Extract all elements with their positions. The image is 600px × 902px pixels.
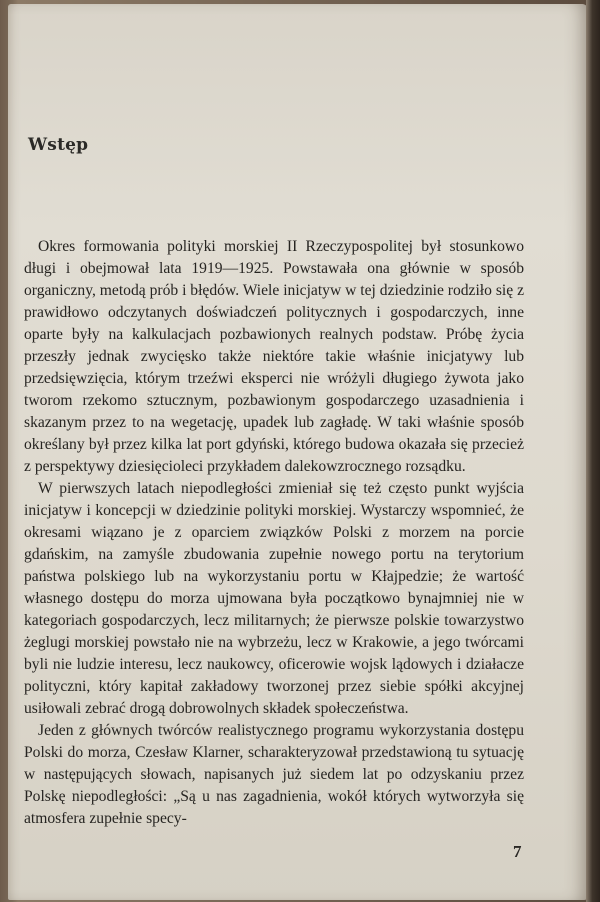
paragraph-3-text: Jeden z głównych twórców realistycznego programu wykorzystania dostępu Polski do morza, Czesław Klarner, scharakteryzował przedstawioną tu sytuację w następujących słowach, napisanych już siedem lat po odzyskaniu przez Polskę niepodległości: „Są u nas zagadnienia, wokół których wytworzyła się atmosfera zupełnie specy-	[24, 722, 524, 827]
paragraph-3	[24, 720, 524, 830]
body-text	[24, 236, 524, 830]
paragraph-2-text: W pierwszych latach niepodległości zmieniał się też często punkt wyjścia inicjatyw i koncepcji w dziedzinie polityki morskiej. Wystarczy wspomnieć, że okresami wiązano je z oparciem związków Polski z morzem na porcie gdańskim, na zamyśle zbudowania zupełnie nowego portu na terytorium państwa polskiego lub na wykorzystaniu portu w Kłajpedzie; że wartość własnego dostępu do morza ujmowana była początkowo bynajmniej nie w kategoriach gospodarczych, lecz militarnych; że pierwsze polskie towarzystwo żeglugi morskiej powstało nie na wybrzeżu, lecz w Krakowie, a jego twórcami byli nie ludzie interesu, lecz naukowcy, oficerowie wojsk lądowych i działacze polityczni, który kapitał zakładowy tworzonej przez siebie spółki akcyjnej usiłowali zebrać drogą dobrowolnych składek społeczeństwa.	[24, 480, 524, 717]
paragraph-1-text: Okres formowania polityki morskiej II Rzeczypospolitej był stosunkowo długi i obejmował lata 1919—1925. Powstawała ona głównie w sposób organiczny, metodą prób i błędów. Wiele inicjatyw w tej dziedzinie rodziło się z prawidłowo odczytanych doświadczeń politycznych i gospodarczych, inne oparte były na kalkulacjach pozbawionych realnych podstaw. Próbę życia przeszły jednak zwycięsko także niektóre takie właśnie inicjatywy lub przedsięwzięcia, którym trzeźwi eksperci nie wróżyli długiego żywota jako tworom rzekomo sztucznym, pozbawionym gospodarczego uzasadnienia i skazanym przez to na wegetację, upadek lub zagładę. W taki właśnie sposób określany był przez kilka lat port gdyński, którego budowa okazała się przecież z perspektywy dziesięcioleci przykładem dalekowzrocznego rozsądku.	[24, 238, 524, 475]
paragraph-1	[24, 236, 524, 478]
paragraph-2	[24, 478, 524, 720]
book-edge-shadow	[586, 0, 600, 902]
page-number: 7	[513, 842, 522, 861]
section-heading: Wstęp	[28, 135, 89, 155]
book-page	[8, 4, 588, 900]
